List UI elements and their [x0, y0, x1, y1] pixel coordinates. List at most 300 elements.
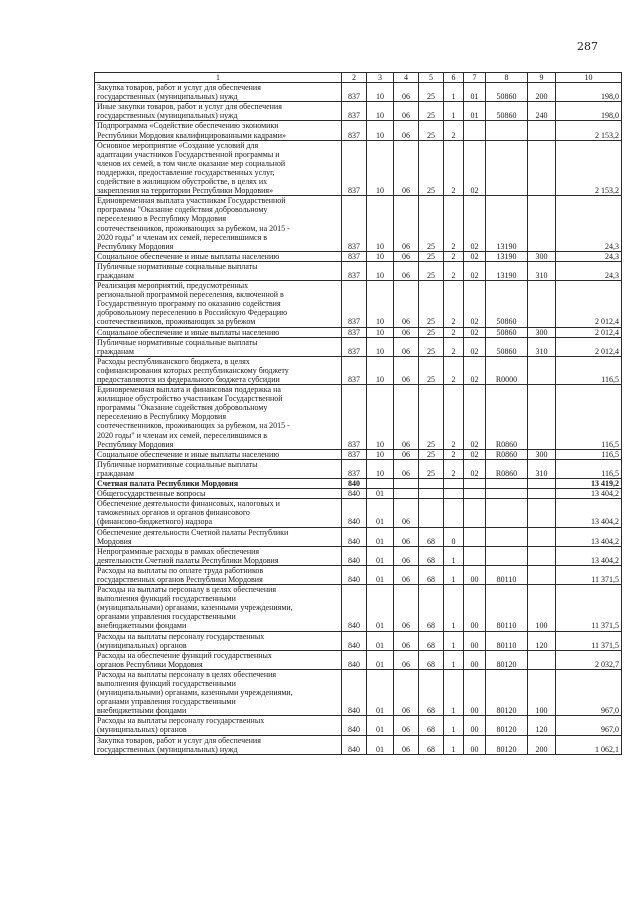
activity-code-cell: 01 — [464, 102, 486, 121]
section-code-cell: 01 — [367, 716, 394, 735]
amount-cell: 116,5 — [556, 356, 622, 384]
table-header-row — [95, 73, 622, 83]
item-name-cell: Единовременная выплата и финансовая поддержка на жилищное обустройство участникам Государственной программы "Оказание содействия добровольному переселению в Республику Мордовия соотечественников, проживающих за рубежом, на 2015 - 2020 годы" и членам их семей, переселившимся в Республику Мордовия — [95, 385, 342, 450]
section-code-cell — [367, 479, 394, 489]
table-row — [95, 459, 622, 478]
table-row — [95, 527, 622, 546]
item-name-cell: Социальное обеспечение и иные выплаты населению — [95, 327, 342, 337]
subsection-code-cell: 06 — [394, 281, 419, 327]
ministry-code-cell: 840 — [342, 631, 367, 650]
item-name-cell: Расходы на выплаты персоналу в целях обеспечения выполнения функций государственными (муниципальными) органами, казенными учреждениями, органами управления государственными внебюджетными фондами — [95, 669, 342, 715]
subprogram-code-cell: 1 — [444, 716, 464, 735]
item-name-cell: Непрограммные расходы в рамках обеспечения деятельности Счетной палаты Республики Мордовия — [95, 546, 342, 565]
amount-cell: 13 404,2 — [556, 546, 622, 565]
table-row — [95, 337, 622, 356]
section-code-cell: 10 — [367, 261, 394, 280]
amount-cell: 13 419,2 — [556, 479, 622, 489]
program-code-cell: 25 — [419, 83, 444, 102]
subprogram-code-cell: 1 — [444, 735, 464, 754]
section-code-cell: 10 — [367, 356, 394, 384]
item-name-cell: Расходы республиканского бюджета, в целях софинансирования которых республиканскому бюджету предоставляются из федерального бюджета субсидии — [95, 356, 342, 384]
item-name-cell: Расходы на выплаты персоналу в целях обеспечения выполнения функций государственными (муниципальными) органами, казенными учреждениями, органами управления государственными внебюджетными фондами — [95, 585, 342, 631]
column-header: 1 — [95, 73, 342, 83]
expense-type-cell: 200 — [528, 735, 556, 754]
ministry-code-cell: 837 — [342, 196, 367, 252]
table-row — [95, 385, 622, 450]
program-code-cell: 25 — [419, 261, 444, 280]
activity-code-cell — [464, 546, 486, 565]
expense-type-cell — [528, 565, 556, 584]
subsection-code-cell — [394, 479, 419, 489]
section-code-cell: 01 — [367, 585, 394, 631]
amount-cell: 2 012,4 — [556, 281, 622, 327]
amount-cell: 11 371,5 — [556, 585, 622, 631]
program-code-cell: 68 — [419, 585, 444, 631]
direction-code-cell — [486, 479, 528, 489]
program-code-cell: 68 — [419, 527, 444, 546]
expense-type-cell — [528, 650, 556, 669]
subprogram-code-cell: 2 — [444, 459, 464, 478]
amount-cell: 1 062,1 — [556, 735, 622, 754]
expense-type-cell — [528, 196, 556, 252]
table-row — [95, 196, 622, 252]
section-code-cell: 01 — [367, 650, 394, 669]
program-code-cell: 68 — [419, 650, 444, 669]
table-row — [95, 356, 622, 384]
column-header: 4 — [394, 73, 419, 83]
column-header: 8 — [486, 73, 528, 83]
table-row — [95, 735, 622, 754]
subsection-code-cell: 06 — [394, 716, 419, 735]
amount-cell: 11 371,5 — [556, 565, 622, 584]
subprogram-code-cell: 2 — [444, 281, 464, 327]
direction-code-cell: 80120 — [486, 735, 528, 754]
activity-code-cell — [464, 479, 486, 489]
amount-cell: 198,0 — [556, 83, 622, 102]
ministry-code-cell: 840 — [342, 479, 367, 489]
item-name-cell: Подпрограмма «Содействие обеспечению экономики Республики Мордовия квалифицированными кадрами» — [95, 121, 342, 140]
section-code-cell: 10 — [367, 102, 394, 121]
ministry-code-cell: 837 — [342, 83, 367, 102]
ministry-code-cell: 837 — [342, 281, 367, 327]
activity-code-cell — [464, 121, 486, 140]
program-code-cell: 68 — [419, 565, 444, 584]
ministry-code-cell: 840 — [342, 565, 367, 584]
amount-cell: 2 032,7 — [556, 650, 622, 669]
subsection-code-cell: 06 — [394, 527, 419, 546]
table-row — [95, 281, 622, 327]
section-code-cell: 01 — [367, 489, 394, 499]
expense-type-cell: 200 — [528, 83, 556, 102]
activity-code-cell: 02 — [464, 261, 486, 280]
item-name-cell: Иные закупки товаров, работ и услуг для обеспечения государственных (муниципальных) нужд — [95, 102, 342, 121]
expense-type-cell: 120 — [528, 631, 556, 650]
activity-code-cell: 02 — [464, 459, 486, 478]
amount-cell: 2 153,2 — [556, 140, 622, 196]
direction-code-cell: 50860 — [486, 102, 528, 121]
expense-type-cell — [528, 356, 556, 384]
table-row — [95, 631, 622, 650]
activity-code-cell: 02 — [464, 140, 486, 196]
item-name-cell: Основное мероприятие «Создание условий для адаптации участников Государственной программы и членов их семей, в том числе оказание мер социальной поддержки, предоставление государственных услуг, содействие в жилищном обустройстве, в целях их закрепления на территории Республики Мордовия» — [95, 140, 342, 196]
subsection-code-cell: 06 — [394, 121, 419, 140]
activity-code-cell: 00 — [464, 716, 486, 735]
activity-code-cell: 00 — [464, 631, 486, 650]
subsection-code-cell — [394, 489, 419, 499]
direction-code-cell: 80120 — [486, 669, 528, 715]
section-code-cell: 10 — [367, 449, 394, 459]
expense-type-cell — [528, 281, 556, 327]
subprogram-code-cell: 0 — [444, 527, 464, 546]
program-code-cell: 68 — [419, 716, 444, 735]
section-code-cell: 10 — [367, 327, 394, 337]
subprogram-code-cell: 2 — [444, 385, 464, 450]
direction-code-cell: 80110 — [486, 631, 528, 650]
subprogram-code-cell — [444, 479, 464, 489]
activity-code-cell — [464, 499, 486, 527]
program-code-cell: 25 — [419, 102, 444, 121]
activity-code-cell: 00 — [464, 585, 486, 631]
table-row — [95, 669, 622, 715]
section-code-cell: 01 — [367, 669, 394, 715]
amount-cell: 24,3 — [556, 261, 622, 280]
section-code-cell: 01 — [367, 527, 394, 546]
item-name-cell: Закупка товаров, работ и услуг для обеспечения государственных (муниципальных) нужд — [95, 735, 342, 754]
program-code-cell: 25 — [419, 356, 444, 384]
column-header: 10 — [556, 73, 622, 83]
ministry-code-cell: 840 — [342, 585, 367, 631]
ministry-code-cell: 837 — [342, 385, 367, 450]
amount-cell: 198,0 — [556, 102, 622, 121]
direction-code-cell — [486, 527, 528, 546]
ministry-code-cell: 837 — [342, 102, 367, 121]
subsection-code-cell: 06 — [394, 631, 419, 650]
column-header: 5 — [419, 73, 444, 83]
amount-cell: 116,5 — [556, 459, 622, 478]
direction-code-cell: 80110 — [486, 585, 528, 631]
subprogram-code-cell: 1 — [444, 669, 464, 715]
section-code-cell: 01 — [367, 499, 394, 527]
ministry-code-cell: 837 — [342, 327, 367, 337]
expense-type-cell: 310 — [528, 337, 556, 356]
ministry-code-cell: 837 — [342, 140, 367, 196]
program-code-cell — [419, 489, 444, 499]
direction-code-cell: R0860 — [486, 459, 528, 478]
program-code-cell: 25 — [419, 196, 444, 252]
table-row — [95, 546, 622, 565]
item-name-cell: Счетная палата Республики Мордовия — [95, 479, 342, 489]
section-code-cell: 01 — [367, 631, 394, 650]
section-code-cell: 10 — [367, 281, 394, 327]
ministry-code-cell: 837 — [342, 121, 367, 140]
direction-code-cell: 50860 — [486, 327, 528, 337]
amount-cell: 11 371,5 — [556, 631, 622, 650]
amount-cell: 2 153,2 — [556, 121, 622, 140]
subsection-code-cell: 06 — [394, 261, 419, 280]
amount-cell: 24,3 — [556, 196, 622, 252]
subsection-code-cell: 06 — [394, 385, 419, 450]
item-name-cell: Социальное обеспечение и иные выплаты населению — [95, 449, 342, 459]
expense-type-cell — [528, 499, 556, 527]
activity-code-cell: 02 — [464, 196, 486, 252]
item-name-cell: Обеспечение деятельности Счетной палаты Республики Мордовия — [95, 527, 342, 546]
section-code-cell: 01 — [367, 565, 394, 584]
direction-code-cell: 50860 — [486, 83, 528, 102]
subprogram-code-cell: 2 — [444, 140, 464, 196]
subprogram-code-cell: 2 — [444, 337, 464, 356]
program-code-cell: 25 — [419, 449, 444, 459]
item-name-cell: Публичные нормативные социальные выплаты гражданам — [95, 459, 342, 478]
section-code-cell: 10 — [367, 385, 394, 450]
activity-code-cell: 02 — [464, 385, 486, 450]
amount-cell: 13 404,2 — [556, 527, 622, 546]
subprogram-code-cell: 2 — [444, 356, 464, 384]
subprogram-code-cell: 1 — [444, 565, 464, 584]
amount-cell: 116,5 — [556, 449, 622, 459]
section-code-cell: 01 — [367, 546, 394, 565]
activity-code-cell: 02 — [464, 337, 486, 356]
direction-code-cell — [486, 140, 528, 196]
ministry-code-cell: 840 — [342, 716, 367, 735]
expense-type-cell — [528, 479, 556, 489]
table-row — [95, 716, 622, 735]
expense-type-cell — [528, 140, 556, 196]
table-row — [95, 251, 622, 261]
program-code-cell — [419, 499, 444, 527]
subprogram-code-cell: 1 — [444, 83, 464, 102]
program-code-cell: 25 — [419, 337, 444, 356]
program-code-cell: 25 — [419, 140, 444, 196]
subprogram-code-cell: 2 — [444, 261, 464, 280]
direction-code-cell: 50860 — [486, 281, 528, 327]
activity-code-cell — [464, 489, 486, 499]
item-name-cell: Расходы на обеспечение функций государственных органов Республики Мордовия — [95, 650, 342, 669]
section-code-cell: 10 — [367, 140, 394, 196]
column-header: 7 — [464, 73, 486, 83]
direction-code-cell: 13190 — [486, 251, 528, 261]
ministry-code-cell: 840 — [342, 527, 367, 546]
ministry-code-cell: 837 — [342, 459, 367, 478]
section-code-cell: 01 — [367, 735, 394, 754]
ministry-code-cell: 840 — [342, 669, 367, 715]
subsection-code-cell: 06 — [394, 83, 419, 102]
section-code-cell: 10 — [367, 196, 394, 252]
item-name-cell: Расходы на выплаты персоналу государственных (муниципальных) органов — [95, 631, 342, 650]
expense-type-cell: 300 — [528, 251, 556, 261]
expense-type-cell: 310 — [528, 261, 556, 280]
ministry-code-cell: 837 — [342, 251, 367, 261]
amount-cell: 116,5 — [556, 385, 622, 450]
column-header: 2 — [342, 73, 367, 83]
table-row — [95, 83, 622, 102]
table-row — [95, 479, 622, 489]
expense-type-cell: 120 — [528, 716, 556, 735]
table-row — [95, 565, 622, 584]
expense-type-cell — [528, 489, 556, 499]
item-name-cell: Расходы на выплаты по оплате труда работников государственных органов Республики Мордовия — [95, 565, 342, 584]
activity-code-cell: 01 — [464, 83, 486, 102]
column-header: 9 — [528, 73, 556, 83]
subprogram-code-cell: 1 — [444, 650, 464, 669]
item-name-cell: Обеспечение деятельности финансовых, налоговых и таможенных органов и органов финансового (финансово-бюджетного) надзора — [95, 499, 342, 527]
page-number: 287 — [577, 40, 598, 53]
table-row — [95, 102, 622, 121]
ministry-code-cell: 837 — [342, 337, 367, 356]
subsection-code-cell: 06 — [394, 251, 419, 261]
ministry-code-cell: 840 — [342, 735, 367, 754]
amount-cell: 2 012,4 — [556, 327, 622, 337]
table-row — [95, 585, 622, 631]
expense-type-cell: 100 — [528, 585, 556, 631]
subsection-code-cell: 06 — [394, 669, 419, 715]
item-name-cell: Общегосударственные вопросы — [95, 489, 342, 499]
item-name-cell: Единовременная выплата участникам Государственной программы "Оказание содействия добровольному переселению в Республику Мордовия соотечественников, проживающих за рубежом, на 2015 - 2020 годы" и членам их семей, переселившимся в Республику Мордовия — [95, 196, 342, 252]
subsection-code-cell: 06 — [394, 499, 419, 527]
ministry-code-cell: 840 — [342, 499, 367, 527]
column-header: 3 — [367, 73, 394, 83]
table-row — [95, 121, 622, 140]
direction-code-cell — [486, 489, 528, 499]
section-code-cell: 10 — [367, 459, 394, 478]
subprogram-code-cell: 1 — [444, 631, 464, 650]
expense-type-cell — [528, 546, 556, 565]
subsection-code-cell: 06 — [394, 585, 419, 631]
expense-type-cell: 300 — [528, 327, 556, 337]
subprogram-code-cell: 2 — [444, 196, 464, 252]
expense-type-cell — [528, 527, 556, 546]
direction-code-cell — [486, 121, 528, 140]
subsection-code-cell: 06 — [394, 196, 419, 252]
subsection-code-cell: 06 — [394, 327, 419, 337]
program-code-cell: 25 — [419, 327, 444, 337]
subsection-code-cell: 06 — [394, 337, 419, 356]
item-name-cell: Публичные нормативные социальные выплаты гражданам — [95, 261, 342, 280]
direction-code-cell: 13190 — [486, 196, 528, 252]
table-row — [95, 449, 622, 459]
expense-type-cell: 100 — [528, 669, 556, 715]
program-code-cell: 25 — [419, 459, 444, 478]
table-body — [95, 83, 622, 755]
activity-code-cell: 02 — [464, 281, 486, 327]
activity-code-cell: 00 — [464, 735, 486, 754]
table-row — [95, 489, 622, 499]
ministry-code-cell: 840 — [342, 489, 367, 499]
program-code-cell: 25 — [419, 121, 444, 140]
section-code-cell: 10 — [367, 251, 394, 261]
table-row — [95, 261, 622, 280]
table-row — [95, 650, 622, 669]
expense-type-cell — [528, 385, 556, 450]
subsection-code-cell: 06 — [394, 546, 419, 565]
ministry-code-cell: 837 — [342, 449, 367, 459]
direction-code-cell: R0860 — [486, 449, 528, 459]
program-code-cell: 25 — [419, 385, 444, 450]
table-row — [95, 499, 622, 527]
subsection-code-cell: 06 — [394, 735, 419, 754]
column-header: 6 — [444, 73, 464, 83]
subprogram-code-cell: 2 — [444, 121, 464, 140]
budget-table — [94, 72, 622, 755]
subprogram-code-cell — [444, 499, 464, 527]
direction-code-cell: 80120 — [486, 716, 528, 735]
activity-code-cell: 00 — [464, 669, 486, 715]
subsection-code-cell: 06 — [394, 102, 419, 121]
section-code-cell: 10 — [367, 121, 394, 140]
expense-type-cell: 310 — [528, 459, 556, 478]
ministry-code-cell: 837 — [342, 261, 367, 280]
expense-type-cell — [528, 121, 556, 140]
activity-code-cell: 02 — [464, 251, 486, 261]
direction-code-cell: R0860 — [486, 385, 528, 450]
direction-code-cell: R0000 — [486, 356, 528, 384]
subprogram-code-cell: 1 — [444, 546, 464, 565]
subsection-code-cell: 06 — [394, 356, 419, 384]
table-row — [95, 140, 622, 196]
direction-code-cell: 50860 — [486, 337, 528, 356]
item-name-cell: Социальное обеспечение и иные выплаты населению — [95, 251, 342, 261]
activity-code-cell: 00 — [464, 565, 486, 584]
program-code-cell: 68 — [419, 546, 444, 565]
activity-code-cell: 02 — [464, 327, 486, 337]
ministry-code-cell: 837 — [342, 356, 367, 384]
amount-cell: 2 012,4 — [556, 337, 622, 356]
subprogram-code-cell: 2 — [444, 449, 464, 459]
direction-code-cell: 13190 — [486, 261, 528, 280]
item-name-cell: Реализация мероприятий, предусмотренных региональной программой переселения, включенной в Государственную программу по оказанию содействия добровольному переселению в Российскую Федерацию соотечественников, проживающих за рубежом — [95, 281, 342, 327]
program-code-cell: 25 — [419, 281, 444, 327]
section-code-cell: 10 — [367, 83, 394, 102]
expense-type-cell: 300 — [528, 449, 556, 459]
activity-code-cell: 02 — [464, 449, 486, 459]
subprogram-code-cell: 2 — [444, 251, 464, 261]
subsection-code-cell: 06 — [394, 449, 419, 459]
subsection-code-cell: 06 — [394, 459, 419, 478]
activity-code-cell: 00 — [464, 650, 486, 669]
item-name-cell: Публичные нормативные социальные выплаты гражданам — [95, 337, 342, 356]
ministry-code-cell: 840 — [342, 650, 367, 669]
activity-code-cell: 02 — [464, 356, 486, 384]
program-code-cell: 68 — [419, 735, 444, 754]
subprogram-code-cell: 1 — [444, 585, 464, 631]
direction-code-cell — [486, 499, 528, 527]
expense-type-cell: 240 — [528, 102, 556, 121]
subsection-code-cell: 06 — [394, 565, 419, 584]
amount-cell: 24,3 — [556, 251, 622, 261]
direction-code-cell: 80120 — [486, 650, 528, 669]
subsection-code-cell: 06 — [394, 650, 419, 669]
subprogram-code-cell — [444, 489, 464, 499]
program-code-cell: 68 — [419, 631, 444, 650]
direction-code-cell — [486, 546, 528, 565]
amount-cell: 13 404,2 — [556, 499, 622, 527]
activity-code-cell — [464, 527, 486, 546]
ministry-code-cell: 840 — [342, 546, 367, 565]
amount-cell: 13 404,2 — [556, 489, 622, 499]
table-row — [95, 327, 622, 337]
direction-code-cell: 80110 — [486, 565, 528, 584]
section-code-cell: 10 — [367, 337, 394, 356]
program-code-cell — [419, 479, 444, 489]
subprogram-code-cell: 1 — [444, 102, 464, 121]
subprogram-code-cell: 2 — [444, 327, 464, 337]
amount-cell: 967,0 — [556, 716, 622, 735]
item-name-cell: Закупка товаров, работ и услуг для обеспечения государственных (муниципальных) нужд — [95, 83, 342, 102]
program-code-cell: 25 — [419, 251, 444, 261]
program-code-cell: 68 — [419, 669, 444, 715]
subsection-code-cell: 06 — [394, 140, 419, 196]
item-name-cell: Расходы на выплаты персоналу государственных (муниципальных) органов — [95, 716, 342, 735]
amount-cell: 967,0 — [556, 669, 622, 715]
